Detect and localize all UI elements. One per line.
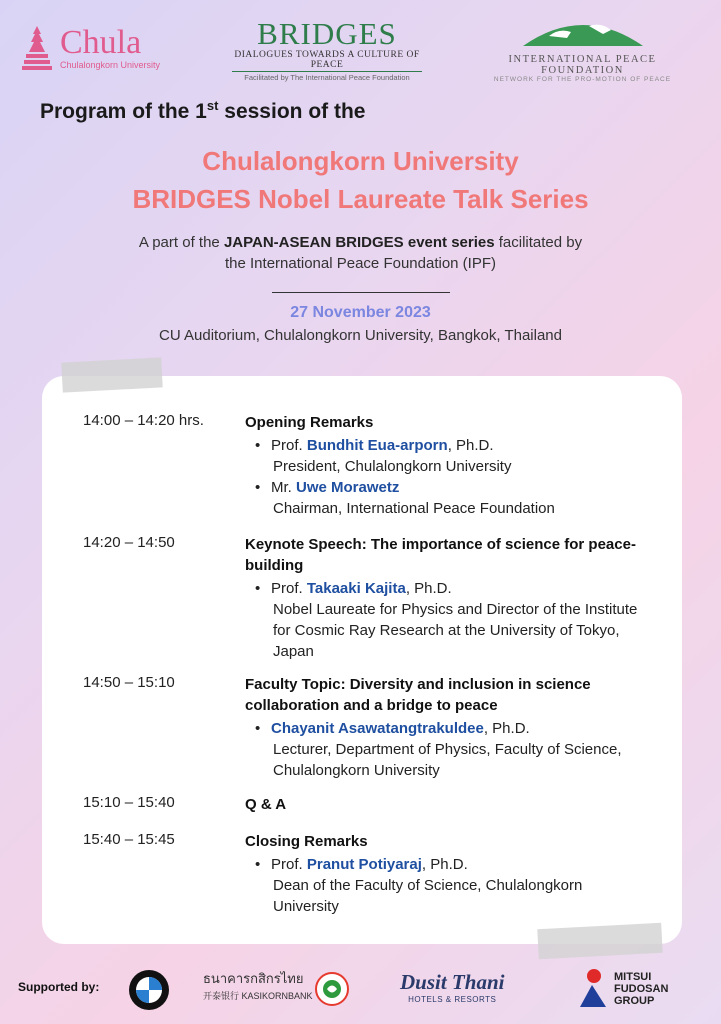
mitsui-fudosan-logo [576,967,668,1011]
event-venue: CU Auditorium, Chulalongkorn University, Bangkok, Thailand [159,327,562,344]
speaker-name: Bundhit Eua-arporn [306,437,448,454]
kbank-english-name: 开泰银行 KASIKORNBANK [203,991,313,1001]
speaker-name: Takaaki Kajita [306,580,406,597]
speaker: • Prof. Takaaki Kajita, Ph.D. Nobel Laureate for Physics and Director of the Institute for Cosmic Ray Research at the University of Tokyo, Japan [255,578,675,662]
bullet-icon: • [255,580,261,597]
mitsui-line2: FUDOSAN [614,983,669,995]
event-date: 27 November 2023 [290,304,431,321]
globe-icon [519,16,647,48]
bullet-icon: • [255,437,261,454]
chula-subtitle: Chulalongkorn University [60,60,161,70]
bmw-logo-icon [128,969,170,1011]
schedule-time: 15:40 – 15:45 [83,831,175,848]
speaker: • Prof. Bundhit Eua-arporn, Ph.D. President, Chulalongkorn University [255,435,675,477]
header-logos [0,14,721,84]
speaker: • Prof. Pranut Potiyaraj, Ph.D. Dean of the Faculty of Science, Chulalongkorn University [255,854,675,917]
dusit-thani-logo [400,970,504,1004]
schedule-topic: Closing Remarks [245,833,368,850]
speaker: • Mr. Uwe Morawetz Chairman, International Peace Foundation [255,477,675,519]
dusit-name: Dusit Thani [400,970,505,994]
ipf-subtitle: NETWORK FOR THE PRO-MOTION OF PEACE [493,76,672,83]
tape-decoration [537,923,662,959]
kbank-thai-name: ธนาคารกสิกรไทย [203,971,304,986]
schedule-card [42,376,682,944]
schedule-topic: Keynote Speech: The importance of science for peace-building [245,536,636,574]
ipf-name: INTERNATIONAL PEACE FOUNDATION [508,54,657,76]
chula-emblem-icon [20,24,54,72]
divider [272,292,450,293]
schedule-time: 15:10 – 15:40 [83,794,175,811]
bridges-logo [232,18,422,82]
speaker-role: President, Chulalongkorn University [273,458,512,475]
speaker-role: Lecturer, Department of Physics, Faculty of Science, Chulalongkorn University [273,741,622,779]
bridges-name: BRIDGES [257,16,397,51]
speaker-role: Dean of the Faculty of Science, Chulalongkorn University [273,877,583,915]
schedule-time: 14:50 – 15:10 [83,674,175,691]
speaker-name: Chayanit Asawatangtrakuldee [271,720,484,737]
speaker-role: Nobel Laureate for Physics and Director of the Institute for Cosmic Ray Research at the University of Tokyo, Japan [273,601,638,660]
bridges-tagline: DIALOGUES TOWARDS A CULTURE OF PEACE [232,50,422,72]
speaker-name: Pranut Potiyaraj [306,856,422,873]
bullet-icon: • [255,720,261,737]
chula-name: Chula [60,24,142,61]
speaker: • Chayanit Asawatangtrakuldee, Ph.D. Lecturer, Department of Physics, Faculty of Science, Chulalongkorn University [255,718,675,781]
mitsui-line1: MITSUI [614,971,652,983]
schedule-time: 14:20 – 14:50 [83,534,175,551]
schedule-topic: Opening Remarks [245,414,374,431]
kbank-emblem-icon [315,972,349,1006]
bullet-icon: • [255,479,261,496]
bridges-subtitle: Facilitated by The International Peace Foundation [244,73,410,82]
kasikornbank-logo [203,968,313,1002]
schedule-time: 14:00 – 14:20 hrs. [83,412,204,429]
mitsui-emblem-icon [576,967,610,1011]
bullet-icon: • [255,856,261,873]
tape-decoration [61,357,162,392]
mitsui-line3: GROUP [614,995,655,1007]
chula-logo [20,24,160,72]
series-title [0,142,721,218]
schedule-topic: Q & A [245,796,287,813]
part-of-text: A part of the JAPAN-ASEAN BRIDGES event series facilitated by the International Peace Foundation (IPF) [138,234,583,272]
schedule-topic: Faculty Topic: Diversity and inclusion in science collaboration and a bridge to peace [245,676,591,714]
program-title: Program of the 1st session of the [40,98,366,123]
supported-by-label: Supported by: [18,980,100,994]
series-title-line2: BRIDGES Nobel Laureate Talk Series [132,184,589,214]
dusit-subtitle: HOTELS & RESORTS [408,995,497,1004]
speaker-role: Chairman, International Peace Foundation [273,500,555,517]
speaker-name: Uwe Morawetz [296,479,400,496]
ipf-logo [470,16,695,83]
series-title-line1: Chulalongkorn University [202,146,519,176]
